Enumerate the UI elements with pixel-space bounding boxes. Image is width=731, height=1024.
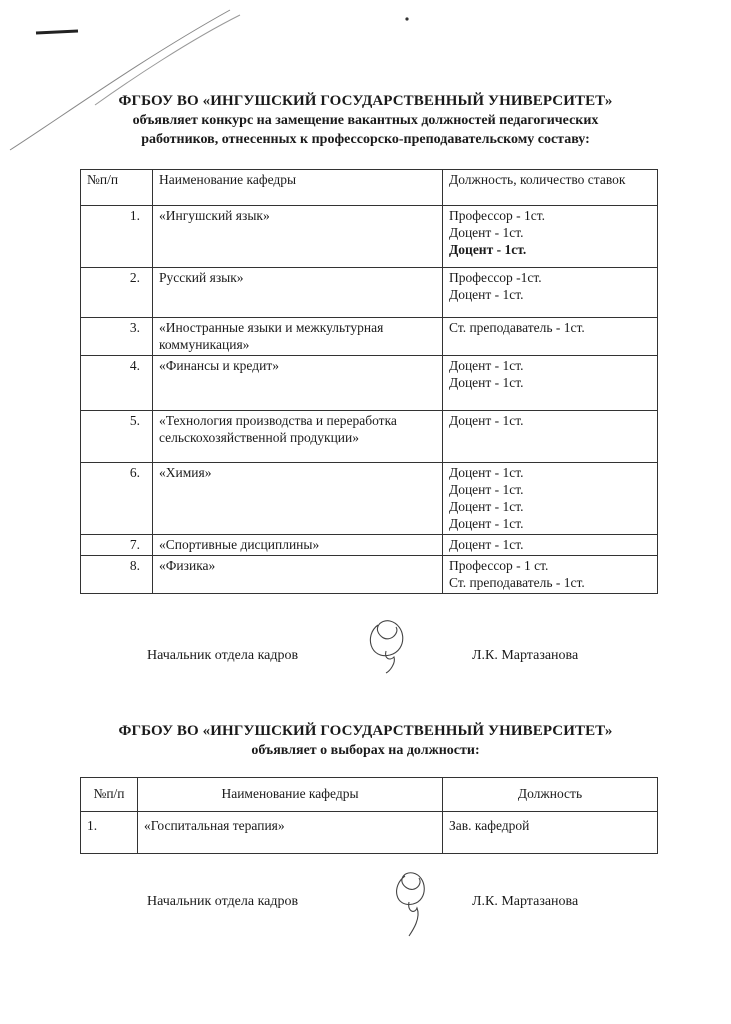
positions-cell — [443, 556, 658, 594]
row-number: 8. — [81, 556, 153, 594]
header-number: №п/п — [81, 170, 153, 206]
handwritten-signature — [360, 615, 420, 675]
table-header-row — [81, 170, 658, 206]
position-line: Доцент - 1ст. — [449, 413, 524, 428]
row-number: 1. — [81, 812, 138, 854]
department-name: «Иностранные языки и межкультурная коммуникация» — [153, 318, 443, 356]
positions-cell — [443, 318, 658, 356]
position-line: Доцент - 1ст. — [449, 225, 524, 240]
position-line: Доцент - 1ст. — [449, 537, 524, 552]
row-number: 1. — [81, 206, 153, 268]
header-position: Должность — [443, 778, 658, 812]
positions-cell — [443, 206, 658, 268]
position-cell: Зав. кафедрой — [443, 812, 658, 854]
signature-block-1 — [0, 615, 731, 675]
header-position: Должность, количество ставок — [443, 170, 658, 206]
department-name: «Финансы и кредит» — [153, 356, 443, 411]
announcement-line-3: работников, отнесенных к профессорско-преподавательскому составу: — [141, 132, 590, 147]
position-line: Доцент - 1ст. — [449, 375, 524, 390]
position-line: Доцент - 1ст. — [449, 465, 524, 480]
position-line: Доцент - 1ст. — [449, 499, 524, 514]
university-title-2: ФГБОУ ВО «ИНГУШСКИЙ ГОСУДАРСТВЕННЫЙ УНИВЕРСИТЕТ» — [118, 723, 613, 739]
department-name: «Ингушский язык» — [153, 206, 443, 268]
table-row — [81, 206, 658, 268]
header-department: Наименование кафедры — [153, 170, 443, 206]
department-name: «Физика» — [153, 556, 443, 594]
positions-cell — [443, 411, 658, 463]
position-line: Профессор -1ст. — [449, 270, 542, 285]
signatory-title: Начальник отдела кадров — [147, 894, 299, 909]
header-number: №п/п — [81, 778, 138, 812]
department-name: «Технология производства и переработка сельскохозяйственной продукции» — [153, 411, 443, 463]
row-number: 4. — [81, 356, 153, 411]
table-row — [81, 535, 658, 556]
signature-block-2 — [0, 868, 731, 928]
handwritten-signature — [385, 868, 440, 938]
position-line: Профессор - 1 ст. — [449, 558, 549, 573]
table-row — [81, 812, 658, 854]
header-department: Наименование кафедры — [138, 778, 443, 812]
signatory-title: Начальник отдела кадров — [147, 648, 299, 663]
positions-cell — [443, 535, 658, 556]
position-line: Ст. преподаватель - 1ст. — [449, 575, 585, 590]
elections-table — [80, 777, 658, 854]
department-name: «Госпитальная терапия» — [138, 812, 443, 854]
university-title: ФГБОУ ВО «ИНГУШСКИЙ ГОСУДАРСТВЕННЫЙ УНИВЕРСИТЕТ» — [118, 93, 613, 109]
department-name: Русский язык» — [153, 268, 443, 318]
position-line: Доцент - 1ст. — [449, 287, 524, 302]
table-row — [81, 318, 658, 356]
position-line: Доцент - 1ст. — [449, 482, 524, 497]
positions-cell — [443, 268, 658, 318]
row-number: 7. — [81, 535, 153, 556]
table-row — [81, 411, 658, 463]
announcement-2-heading — [0, 722, 731, 760]
table-row — [81, 268, 658, 318]
table-row — [81, 556, 658, 594]
row-number: 3. — [81, 318, 153, 356]
department-name: «Химия» — [153, 463, 443, 535]
position-line: Доцент - 1ст. — [449, 242, 527, 257]
signatory-name: Л.К. Мартазанова — [472, 648, 579, 663]
department-name: «Спортивные дисциплины» — [153, 535, 443, 556]
elections-line: объявляет о выборах на должности: — [251, 743, 480, 758]
row-number: 5. — [81, 411, 153, 463]
position-line: Доцент - 1ст. — [449, 358, 524, 373]
vacancies-table — [80, 169, 658, 594]
announcement-line-2: объявляет конкурс на замещение вакантных должностей педагогических — [132, 113, 599, 128]
positions-cell — [443, 463, 658, 535]
table-row — [81, 356, 658, 411]
announcement-1-heading — [0, 92, 731, 149]
positions-cell — [443, 356, 658, 411]
position-line: Ст. преподаватель - 1ст. — [449, 320, 585, 335]
row-number: 2. — [81, 268, 153, 318]
position-line: Доцент - 1ст. — [449, 516, 524, 531]
row-number: 6. — [81, 463, 153, 535]
position-line: Профессор - 1ст. — [449, 208, 546, 223]
table-header-row — [81, 778, 658, 812]
signatory-name: Л.К. Мартазанова — [472, 894, 579, 909]
table-row — [81, 463, 658, 535]
